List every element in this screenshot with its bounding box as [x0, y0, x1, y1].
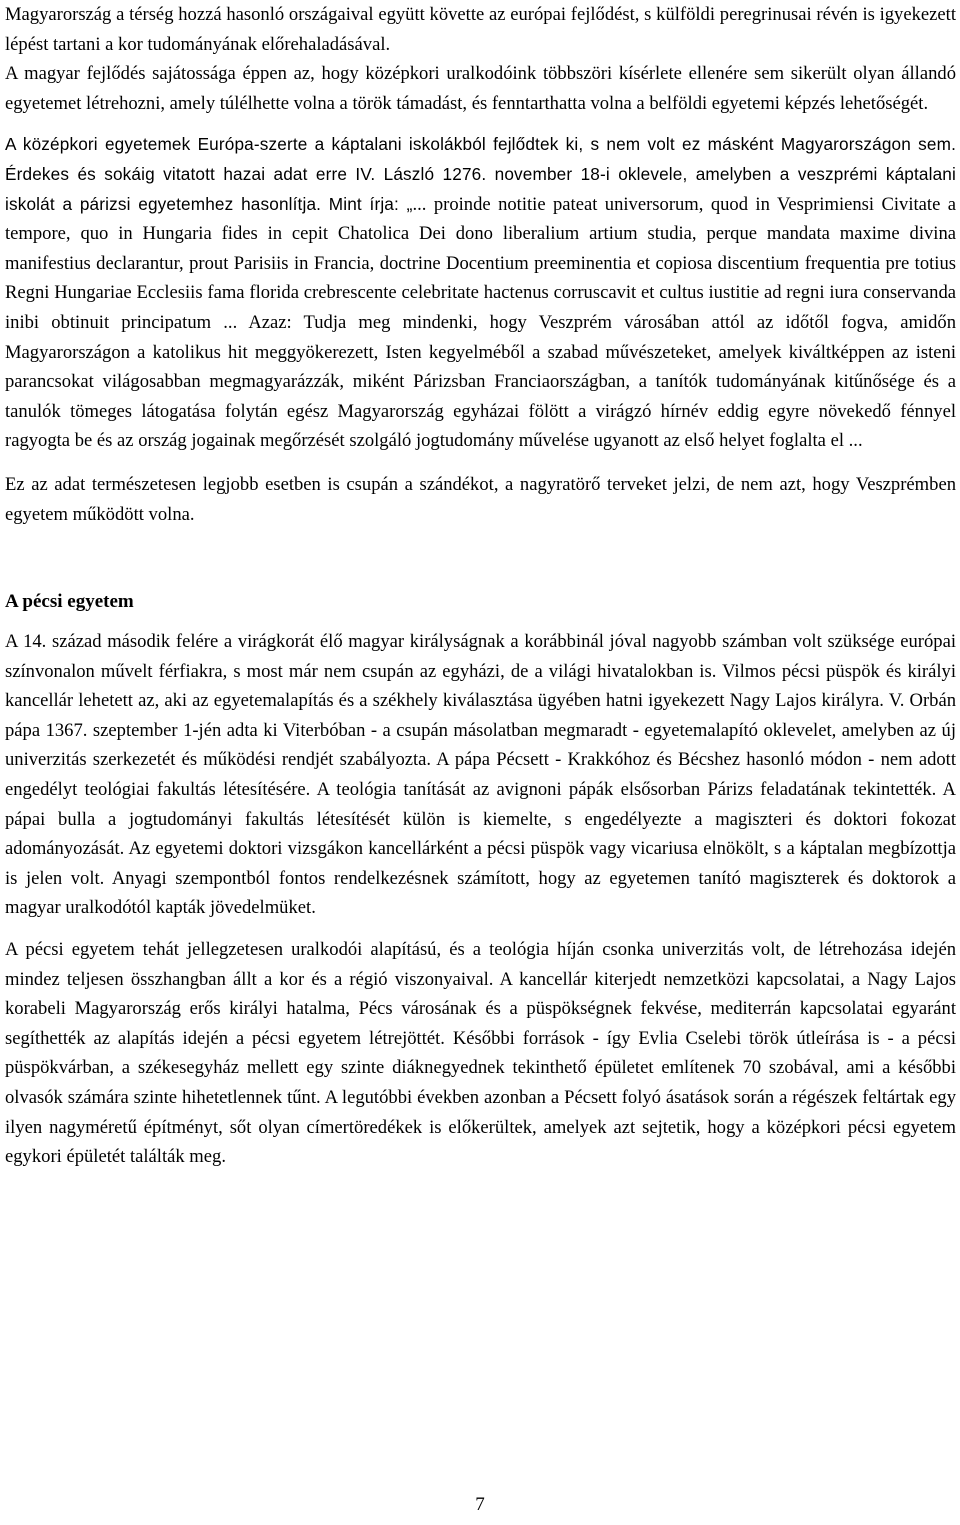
section-heading: A pécsi egyetem [5, 591, 134, 613]
paragraph-intro: Magyarország a térség hozzá hasonló országaival együtt követte az európai fejlődést, s külföldi peregrinusai révén is igyekezett lépést tartani a kor tudományának előrehaladásával. [5, 4, 956, 55]
paragraph-pecs-founding: A 14. század második felére a virágkorát élő magyar királyságnak a korábbinál jóval nagyobb számban volt szüksége európai színvonalon művelt férfiakra, s most már nem csupán az egyházi, de a világi hivatalokban is. Vilmos pécsi püspök és királyi kancellár lehetett az, aki az egyetemalapítás és a székhely kiválasztása ügyében hatni igyekezett Nagy Lajos királyra. V. Orbán pápa 1367. szeptember 1-jén adta ki Viterbóban - a csupán másolatban megmaradt - egyetemalapító oklevelet, amelyben az új univerzitás szerkezetét és működési rendjét szabályozta. A pápa Pécsett - Krakkóhoz és Bécshez hasonló módon - nem adott engedélyt teológiai fakultás létesítésére. A teológia tanítását az avignoni pápák elsősorban Párizs feladatának tekintették. A pápai bulla a jogtudományi fakultás létesítését külön is kiemelte, s engedélyezte a magiszteri és doktori fokozat adományozását. Az egyetemi doktori vizsgákon kancellárként a pécsi püspök vagy vicariusa elnökölt, s a káptalan megbízottja is jelen volt. Anyagi szempontból fontos rendelkezésnek számított, hogy az egyetemen tanító magiszterek és doktorok a magyar uralkodótól kapták jövedelmüket. [5, 631, 956, 919]
page-number: 7 [475, 1494, 485, 1515]
veszprem-charter-quote: ... proinde notitie pateat universorum, quod in Vesprimiensi Civitate a tempore, quo in Hungaria fides in cepit Chatolica Dei dono liberalium artium studia, perque mandata maxime divina manifestius declarantur, prout Parisiis in Francia, doctrine Docentium preeminentia et copiosa discentium frequentia pre totius Regni Hungariae Ecclesiis fama florida crebrescente celebritate hactenus corruscavit et cultus iustitie ad regni iura conservanda inibi obtinuit principatum ... Azaz: Tudja meg mindenki, hogy Veszprém városában attól az időtől fogva, amidőn Magyarországon a katolikus hit meggyökerezett, Isten kegyelméből a szabad művészeteket, amelyek kiváltképpen az isteni parancsokat világosabban megmagyarázzák, miként Párizsban Franciaországban, a tanítók tudományának kitűnősége és a tanulók tömeges látogatása folytán egész Magyarország egyházai fölött a virágzó hírnév eddig egyre növekedő fénnyel ragyogta be és az ország jogainak megőrzését szolgáló jogtudomány művelése ugyanott az első helyet foglalta el ... [5, 193, 957, 452]
paragraph-veszprem-charter [5, 130, 956, 456]
paragraph-veszprem-conclusion: Ez az adat természetesen legjobb esetben is csupán a szándékot, a nagyratörő terveket jelzi, de nem azt, hogy Veszprémben egyetem működött volna. [5, 473, 956, 525]
veszprem-charter-intro: A középkori egyetemek Európa-szerte a káptalani iskolákból fejlődtek ki, s nem volt ez másként Magyarországon sem. Érdekes és sokáig vitatott hazai adat erre IV. László 1276. november 18-i oklevele, amelyben a veszprémi káptalani iskolát a párizsi egyetemhez hasonlítja. Mint írja: „ [5, 134, 956, 214]
document-page [5, 0, 956, 1172]
paragraph-pecs-character: A pécsi egyetem tehát jellegzetesen uralkodói alapítású, és a teológia híján csonka univerzitás volt, de létrehozása idején mindez teljesen összhangban állt a kor és a régió viszonyaival. A kancellár kiterjedt nemzetközi kapcsolatai, a Nagy Lajos korabeli Magyarország erős királyi hatalma, Pécs városának és a püspökségnek fekvése, mediterrán kapcsolatai egyaránt segíthették az alapítás idején a pécsi egyetem létrejöttét. Későbbi források - így Evlia Cselebi török útleírása is - a pécsi püspökvárban, a székesegyház mellett egy szinte diáknegyednek tekinthető épületet említenek 70 szobával, ami a későbbi olvasók számára szinte hihetetlennek tűnt. A legutóbbi években azonban a Pécsett folyó ásatások során a régészek feltártak egy ilyen nagyméretű építményt, sőt olyan címertöredékek is előkerültek, amelyek azt sejtetik, hogy a középkori pécsi egyetem egykori épületét találták meg. [5, 939, 956, 1168]
paragraph-hungarian-development: A magyar fejlődés sajátossága éppen az, hogy középkori uralkodóink többszöri kísérlete ellenére sem sikerült olyan állandó egyetemet létrehozni, amely túlélhette volna a török támadást, és fenntarthatta volna a belföldi egyetemi képzés lehetőségét. [5, 63, 956, 114]
